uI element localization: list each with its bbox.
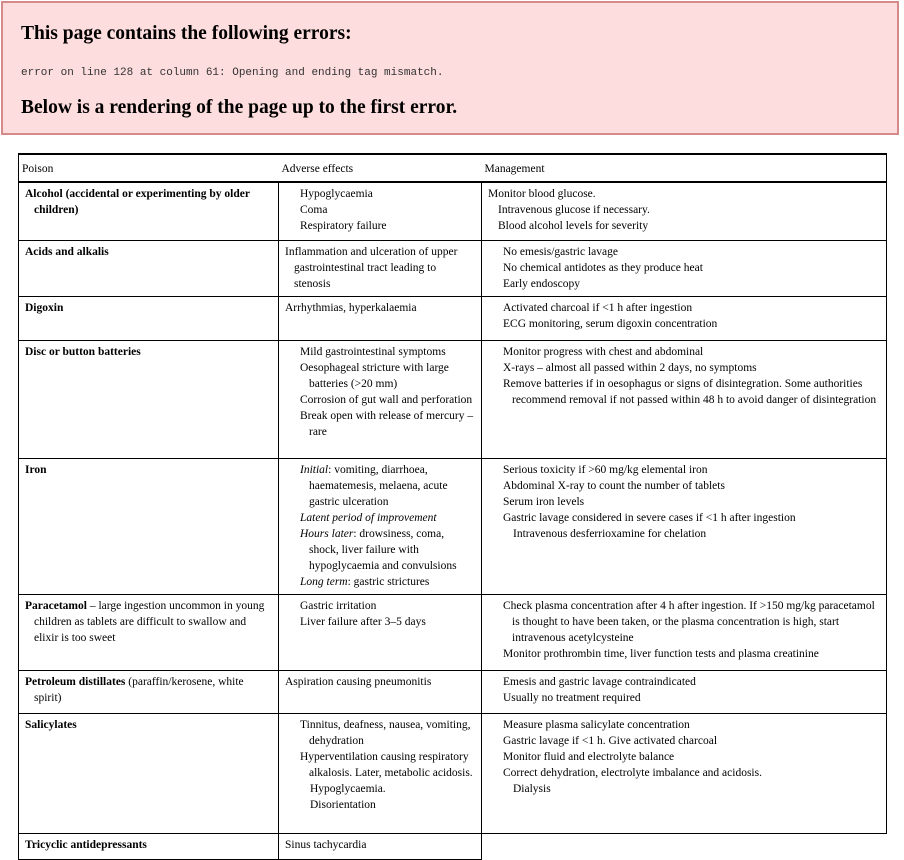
cell-line xyxy=(300,598,475,614)
poison-name-note: (paraffin/kerosene, white spirit) xyxy=(34,676,244,704)
header-management: Management xyxy=(482,154,887,182)
poison-name-bold: Disc or button batteries xyxy=(25,346,141,358)
cell-line-text: Monitor fluid and electrolyte balance xyxy=(503,751,675,763)
poison-name xyxy=(25,344,272,360)
cell-line xyxy=(503,344,880,360)
cell-line xyxy=(498,218,880,234)
cell-line xyxy=(300,186,475,202)
adverse-effects-cell xyxy=(279,714,482,834)
cell-line-text: Hyperventilation causing respiratory alkalosis. Later, metabolic acidosis. xyxy=(300,751,473,779)
cell-line-text: Disorientation xyxy=(310,799,376,811)
cell-line xyxy=(310,781,475,797)
cell-line-text: Remove batteries if in oesophagus or signs of disintegration. Some authorities recommend removal if not passed within 48 h to avoid danger of disintegration xyxy=(503,378,877,406)
management-cell xyxy=(482,341,887,459)
cell-line-text: Oesophageal stricture with large batteries (>20 mm) xyxy=(300,362,449,390)
poison-name-bold: Tricyclic antidepressants xyxy=(25,839,147,851)
table-row xyxy=(19,182,887,241)
management-cell xyxy=(482,182,887,241)
cell-line xyxy=(513,526,880,542)
cell-line xyxy=(503,733,880,749)
poison-cell xyxy=(19,459,279,595)
management-cell xyxy=(482,714,887,834)
poison-name-note: – large ingestion uncommon in young children as tablets are difficult to swallow and elixir is too sweet xyxy=(34,600,265,644)
poison-name-bold: Paracetamol xyxy=(25,600,87,612)
cell-line-text: Gastric irritation xyxy=(300,600,377,612)
cell-line xyxy=(503,674,880,690)
management-cell xyxy=(482,459,887,595)
cell-line-text: No chemical antidotes as they produce heat xyxy=(503,262,703,274)
cell-line xyxy=(503,510,880,526)
cell-line-text: Serum iron levels xyxy=(503,496,585,508)
table-row xyxy=(19,834,887,860)
xml-error-box xyxy=(1,1,899,135)
table-row xyxy=(19,459,887,595)
cell-line-text: Tinnitus, deafness, nausea, vomiting, dehydration xyxy=(300,719,471,747)
cell-line-text: Arrhythmias, hyperkalaemia xyxy=(285,302,417,314)
cell-line xyxy=(498,202,880,218)
cell-line-text: Gastric lavage if <1 h. Give activated charcoal xyxy=(503,735,718,747)
cell-line-text: Aspiration causing pneumonitis xyxy=(285,676,432,688)
cell-line xyxy=(503,598,880,646)
poison-cell xyxy=(19,241,279,297)
cell-line-emphasis: Long term xyxy=(300,576,348,588)
cell-line-text: : vomiting, diarrhoea, haematemesis, melaena, acute gastric ulceration xyxy=(309,464,448,508)
table-row xyxy=(19,595,887,671)
cell-line xyxy=(300,717,475,749)
adverse-effects-cell xyxy=(279,671,482,714)
poison-cell xyxy=(19,714,279,834)
management-cell xyxy=(482,241,887,297)
error-title: This page contains the following errors: xyxy=(21,23,352,44)
adverse-effects-cell xyxy=(279,834,482,860)
table-row xyxy=(19,241,887,297)
cell-line-text: Hypoglycaemia. xyxy=(310,783,386,795)
poison-cell xyxy=(19,834,279,860)
management-cell xyxy=(482,671,887,714)
poison-name xyxy=(25,186,272,218)
cell-line xyxy=(503,276,880,292)
cell-line-text: Activated charcoal if <1 h after ingestion xyxy=(503,302,693,314)
cell-line-emphasis: Initial xyxy=(300,464,329,476)
cell-line-text: Liver failure after 3–5 days xyxy=(300,616,426,628)
poison-name xyxy=(25,717,272,733)
cell-line-text: Monitor blood glucose. xyxy=(488,188,596,200)
cell-line-text: Serious toxicity if >60 mg/kg elemental iron xyxy=(503,464,708,476)
cell-line-text: Gastric lavage considered in severe cases if <1 h after ingestion xyxy=(503,512,796,524)
cell-line-text: Blood alcohol levels for severity xyxy=(498,220,649,232)
cell-line xyxy=(503,244,880,260)
adverse-effects-cell xyxy=(279,182,482,241)
cell-line xyxy=(503,478,880,494)
cell-line-text: Inflammation and ulceration of upper gastrointestinal tract leading to stenosis xyxy=(285,246,458,290)
cell-line xyxy=(300,462,475,510)
adverse-effects-cell xyxy=(279,297,482,341)
cell-line xyxy=(488,186,880,202)
cell-line-text: Abdominal X-ray to count the number of tablets xyxy=(503,480,725,492)
poison-name-bold: Petroleum distillates xyxy=(25,676,126,688)
cell-line-text: Respiratory failure xyxy=(300,220,387,232)
header-poison: Poison xyxy=(19,154,279,182)
cell-line xyxy=(285,300,475,316)
cell-line xyxy=(300,510,475,526)
cell-line xyxy=(503,376,880,408)
cell-line-text: : drowsiness, coma, shock, liver failure with hypoglycaemia and convulsions xyxy=(309,528,457,572)
header-adverse-effects: Adverse effects xyxy=(279,154,482,182)
cell-line xyxy=(300,574,475,590)
cell-line-emphasis: Latent period of improvement xyxy=(300,512,437,524)
cell-line xyxy=(503,360,880,376)
cell-line-text: X-rays – almost all passed within 2 days, no symptoms xyxy=(503,362,757,374)
poison-name xyxy=(25,598,272,646)
poison-name-bold: Salicylates xyxy=(25,719,77,731)
poison-cell xyxy=(19,297,279,341)
cell-line xyxy=(300,202,475,218)
management-cell xyxy=(482,297,887,341)
poison-name xyxy=(25,837,272,853)
poison-cell xyxy=(19,182,279,241)
poison-name xyxy=(25,462,272,478)
cell-line xyxy=(285,674,475,690)
cell-line xyxy=(310,797,475,813)
cell-line xyxy=(513,781,880,797)
cell-line xyxy=(300,392,475,408)
poison-name xyxy=(25,674,272,706)
cell-line-text: Monitor progress with chest and abdominal xyxy=(503,346,704,358)
cell-line-text: Coma xyxy=(300,204,328,216)
cell-line xyxy=(285,244,475,292)
table-header-row xyxy=(19,154,887,182)
management-cell xyxy=(482,595,887,671)
cell-line xyxy=(503,690,880,706)
cell-line-text: Intravenous desferrioxamine for chelation xyxy=(513,528,707,540)
cell-line-text: Corrosion of gut wall and perforation xyxy=(300,394,473,406)
cell-line xyxy=(300,218,475,234)
cell-line-text: Correct dehydration, electrolyte imbalance and acidosis. xyxy=(503,767,762,779)
cell-line xyxy=(503,749,880,765)
poison-cell xyxy=(19,671,279,714)
cell-line-text: Intravenous glucose if necessary. xyxy=(498,204,650,216)
cell-line-text: Dialysis xyxy=(513,783,551,795)
poison-name-bold: Alcohol (accidental or experimenting by older children) xyxy=(25,188,250,216)
cell-line xyxy=(300,749,475,781)
cell-line-text: Check plasma concentration after 4 h after ingestion. If >150 mg/kg paracetamol is thought to have been taken, or the plasma concentration is high, start intravenous acetylcysteine xyxy=(503,600,875,644)
cell-line xyxy=(503,717,880,733)
cell-line-emphasis: Hours later xyxy=(300,528,354,540)
adverse-effects-cell xyxy=(279,595,482,671)
cell-line-text: ECG monitoring, serum digoxin concentration xyxy=(503,318,718,330)
error-message: error on line 128 at column 61: Opening and ending tag mismatch. xyxy=(21,67,444,79)
cell-line-text: Early endoscopy xyxy=(503,278,580,290)
cell-line-text: Monitor prothrombin time, liver function tests and plasma creatinine xyxy=(503,648,819,660)
cell-line-text: Mild gastrointestinal symptoms xyxy=(300,346,446,358)
poison-name-bold: Digoxin xyxy=(25,302,64,314)
cell-line xyxy=(285,837,475,853)
cell-line-text: Usually no treatment required xyxy=(503,692,641,704)
cell-line xyxy=(503,260,880,276)
cell-line xyxy=(503,316,880,332)
cell-line xyxy=(503,646,880,662)
cell-line-text: : gastric strictures xyxy=(347,576,430,588)
cell-line xyxy=(503,300,880,316)
management-cell xyxy=(482,834,887,860)
adverse-effects-cell xyxy=(279,459,482,595)
cell-line xyxy=(300,526,475,574)
cell-line xyxy=(300,344,475,360)
cell-line xyxy=(300,360,475,392)
cell-line xyxy=(300,408,475,440)
cell-line-text: Sinus tachycardia xyxy=(285,839,367,851)
poison-name xyxy=(25,244,272,260)
cell-line-text: Break open with release of mercury – rare xyxy=(300,410,474,438)
poison-name-bold: Acids and alkalis xyxy=(25,246,109,258)
cell-line-text: No emesis/gastric lavage xyxy=(503,246,618,258)
cell-line xyxy=(300,614,475,630)
poison-name-bold: Iron xyxy=(25,464,47,476)
cell-line xyxy=(503,765,880,781)
cell-line-text: Measure plasma salicylate concentration xyxy=(503,719,690,731)
poisons-table xyxy=(18,153,887,860)
adverse-effects-cell xyxy=(279,341,482,459)
cell-line xyxy=(503,462,880,478)
table-row xyxy=(19,671,887,714)
table-row xyxy=(19,714,887,834)
adverse-effects-cell xyxy=(279,241,482,297)
cell-line-text: Emesis and gastric lavage contraindicated xyxy=(503,676,696,688)
cell-line-text: Hypoglycaemia xyxy=(300,188,373,200)
cell-line xyxy=(503,494,880,510)
poison-cell xyxy=(19,341,279,459)
error-footer: Below is a rendering of the page up to the first error. xyxy=(21,97,458,118)
table-row xyxy=(19,341,887,459)
poison-name xyxy=(25,300,272,316)
poison-cell xyxy=(19,595,279,671)
table-row xyxy=(19,297,887,341)
